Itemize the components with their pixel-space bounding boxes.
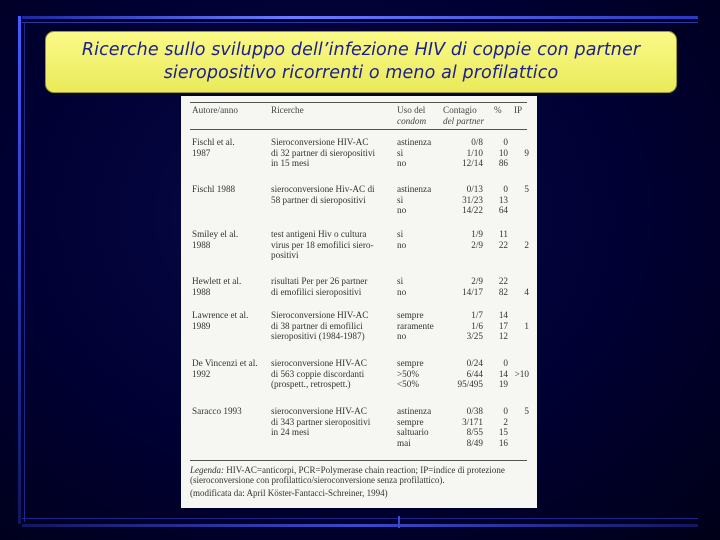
top-border-line	[22, 16, 698, 19]
row-7-use-line-1: astinenza	[397, 406, 432, 416]
row-1-research-line-3: in 15 mesi	[271, 158, 310, 169]
table-header-rule	[190, 129, 527, 130]
row-6-research-line-2: di 563 coppie discordanti	[271, 368, 365, 379]
row-7-use-line-3: saltuario	[397, 427, 429, 438]
row-2-use-line-2: sì	[397, 194, 404, 205]
header-use-line-2: condom	[397, 115, 427, 126]
header-contagion-line-1: Contagio	[443, 105, 477, 115]
row-5-author-line-1: Lawrence et al.	[192, 310, 249, 320]
row-7-percent-line-4: 16	[498, 437, 508, 448]
header-contagion	[443, 105, 484, 126]
top-border-thin-line	[22, 22, 698, 23]
row-3-use-line-2: no	[397, 239, 407, 250]
row-4-use-line-2: no	[397, 286, 407, 297]
row-2-contagion-line-3: 14/22	[462, 205, 483, 216]
row-4-research-line-2: di emofilici sieropositivi	[271, 286, 362, 297]
left-border-thin-line	[24, 22, 25, 522]
row-2-research-line-1: sieroconversione Hiv-AC di	[271, 184, 375, 194]
scanned-table-document	[181, 96, 537, 508]
row-1-use-line-2: sì	[397, 147, 404, 158]
row-1-use-line-3: no	[397, 158, 407, 169]
row-1-percent-line-3: 86	[498, 158, 508, 169]
legend-line-1	[190, 465, 530, 475]
row-2-use-line-3: no	[397, 205, 407, 216]
row-3-percent-line-2: 22	[498, 239, 508, 250]
row-1-contagion-line-1: 0/8	[471, 137, 483, 147]
row-1-research-line-1: Sieroconversione HIV-AC	[271, 137, 369, 147]
slide-title	[82, 39, 640, 85]
row-5-author-line-2: 1989	[192, 320, 211, 331]
header-ip: IP	[514, 105, 523, 115]
row-4-research-line-1: risultati Per per 26 partner	[271, 276, 368, 286]
row-7-research-line-2: di 343 partner sieropositivi	[271, 416, 371, 427]
slide-title-line-2: sieropositivo ricorrenti o meno al profilattico	[163, 63, 559, 83]
row-3-use-line-1: sì	[397, 229, 404, 239]
row-6-research-line-1: sieroconversione HIV-AC	[271, 358, 367, 368]
row-2-use-line-1: astinenza	[397, 184, 432, 194]
row-1-contagion-line-2: 1/10	[466, 147, 483, 158]
row-6-research-line-3: (prospett., retrospett.)	[271, 379, 351, 390]
row-5-research-line-1: Sieroconversione HIV-AC	[271, 310, 369, 320]
row-5-use-line-1: sempre	[397, 310, 424, 320]
slide-title-line-1: Ricerche sullo sviluppo dell’infezione HIV di coppie con partner	[81, 40, 641, 60]
row-4-percent-line-1: 22	[498, 276, 508, 286]
header-use	[397, 105, 426, 126]
row-3-research-line-3: positivi	[271, 250, 299, 261]
row-2-contagion-line-1: 0/13	[466, 184, 483, 194]
row-4-ip-line-2: 4	[524, 286, 529, 297]
row-5-contagion-line-1: 1/7	[471, 310, 483, 320]
row-4-author-line-2: 1988	[192, 286, 211, 297]
row-1-percent-line-1: 0	[503, 137, 508, 147]
header-research: Ricerche	[271, 105, 304, 115]
row-1-ip-line-2: 9	[524, 147, 529, 158]
row-6-contagion-line-3: 95/495	[457, 379, 483, 390]
table-legend	[190, 465, 530, 498]
row-6-contagion-line-2: 6/44	[466, 368, 483, 379]
legend-text-2: (sieroconversione con profilattico/sieroconversione senza profilattico).	[190, 475, 445, 486]
row-3-research-line-2: virus per 18 emofilici siero-	[271, 239, 374, 250]
legend-text-1: HIV-AC=anticorpi, PCR=Polymerase chain reaction; IP=indice di protezione	[226, 465, 505, 475]
legend-source: (modificata da: April Köster-Fantacci-Schreiner, 1994)	[190, 487, 388, 498]
row-6-use-line-3: <50%	[397, 379, 420, 390]
row-7-contagion-line-2: 3/171	[462, 416, 483, 427]
row-1-author-line-1: Fischl et al.	[192, 137, 235, 147]
left-border-line	[18, 16, 21, 524]
row-1-research-line-2: di 32 partner di sieropositivi	[271, 147, 376, 158]
row-6-use-line-2: >50%	[397, 368, 420, 379]
header-percent: %	[494, 105, 502, 115]
row-7-contagion-line-3: 8/55	[466, 427, 483, 438]
row-3-contagion-line-2: 2/9	[471, 239, 483, 250]
row-2-ip-line-1: 5	[524, 184, 529, 194]
row-7-contagion-line-4: 8/49	[466, 437, 483, 448]
table-bottom-rule	[190, 460, 527, 461]
row-7-use-line-2: sempre	[397, 416, 424, 427]
row-5-contagion-line-2: 1/6	[471, 320, 483, 331]
row-7-percent-line-2: 2	[503, 416, 508, 427]
bottom-border-line	[22, 524, 698, 527]
row-3-ip-line-2: 2	[524, 239, 529, 250]
row-4-percent-line-2: 82	[498, 286, 508, 297]
row-2-percent-line-1: 0	[503, 184, 508, 194]
row-6-percent-line-1: 0	[503, 358, 508, 368]
row-2-author-line-1: Fischl 1988	[192, 184, 236, 194]
row-3-author-line-2: 1988	[192, 239, 211, 250]
bottom-tick-mark	[398, 516, 400, 528]
slide-title-box	[45, 31, 677, 93]
row-7-percent-line-1: 0	[503, 406, 508, 416]
row-7-use-line-4: mai	[397, 437, 411, 448]
row-6-percent-line-2: 14	[498, 368, 508, 379]
row-5-percent-line-1: 14	[498, 310, 508, 320]
row-7-author-line-1: Saracco 1993	[192, 406, 242, 416]
row-6-author-line-1: De Vincenzi et al.	[192, 358, 258, 368]
row-5-use-line-2: raramente	[397, 320, 434, 331]
row-7-research-line-1: sieroconversione HIV-AC	[271, 406, 367, 416]
row-5-research-line-2: di 38 partner di emofilici	[271, 320, 363, 331]
row-3-contagion-line-1: 1/9	[471, 229, 483, 239]
row-3-research-line-1: test antigeni Hiv o cultura	[271, 229, 367, 239]
row-6-percent-line-3: 19	[498, 379, 508, 390]
row-1-author-line-2: 1987	[192, 147, 211, 158]
row-4-contagion-line-2: 14/17	[462, 286, 483, 297]
legend-label: Legenda:	[190, 465, 224, 475]
row-6-contagion-line-1: 0/24	[466, 358, 483, 368]
header-contagion-line-2: del partner	[443, 115, 485, 126]
row-4-use-line-1: sì	[397, 276, 404, 286]
row-6-author-line-2: 1992	[192, 368, 211, 379]
row-5-use-line-3: no	[397, 331, 407, 342]
header-author: Autore/anno	[192, 105, 238, 115]
row-5-percent-line-3: 12	[498, 331, 508, 342]
bottom-border-thin-line	[22, 518, 698, 519]
row-7-ip-line-1: 5	[524, 406, 529, 416]
row-1-percent-line-2: 10	[498, 147, 508, 158]
row-3-percent-line-1: 11	[499, 229, 508, 239]
row-7-contagion-line-1: 0/38	[466, 406, 483, 416]
header-use-line-1: Uso del	[397, 105, 426, 115]
row-3-author-line-1: Smiley el al.	[192, 229, 239, 239]
row-5-ip-line-2: 1	[524, 320, 529, 331]
row-1-use-line-1: astinenza	[397, 137, 432, 147]
row-1-contagion-line-3: 12/14	[462, 158, 483, 169]
row-2-contagion-line-2: 31/23	[462, 194, 483, 205]
row-5-percent-line-2: 17	[498, 320, 508, 331]
row-6-ip-line-2: >10	[514, 368, 529, 379]
row-4-contagion-line-1: 2/9	[471, 276, 483, 286]
row-5-contagion-line-3: 3/25	[466, 331, 483, 342]
row-7-research-line-3: in 24 mesi	[271, 427, 310, 438]
row-4-author-line-1: Hewlett et al.	[192, 276, 242, 286]
row-5-research-line-3: sieropositivi (1984-1987)	[271, 331, 365, 342]
row-7-percent-line-3: 15	[498, 427, 508, 438]
row-6-use-line-1: sempre	[397, 358, 424, 368]
row-2-percent-line-2: 13	[498, 194, 508, 205]
row-2-percent-line-3: 64	[498, 205, 508, 216]
row-2-research-line-2: 58 partner di sieropositivi	[271, 194, 366, 205]
table-top-rule	[190, 102, 527, 103]
